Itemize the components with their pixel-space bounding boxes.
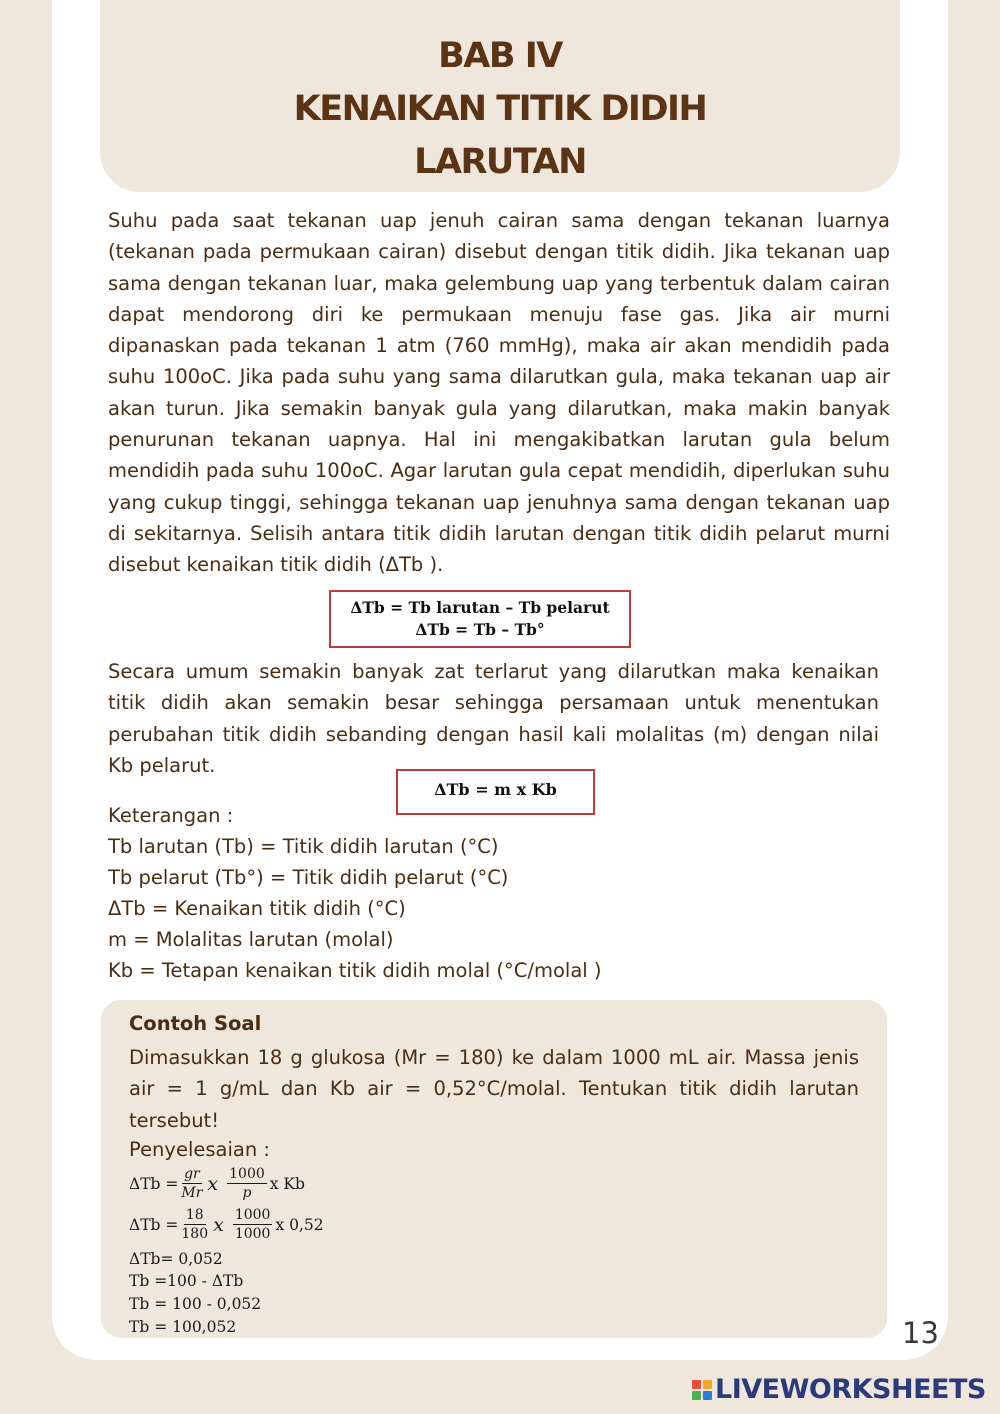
logo-text: LIVEWORKSHEETS — [715, 1374, 986, 1405]
chapter-title-line2: LARUTAN — [414, 142, 586, 182]
fraction-numerator: gr — [184, 1166, 200, 1182]
solution-step: Tb = 100 - 0,052 — [129, 1295, 262, 1313]
equation-tail: x Kb — [269, 1175, 305, 1193]
fraction-18-180 — [181, 1207, 208, 1243]
liveworksheets-logo-icon — [692, 1380, 712, 1400]
legend-title: Keterangan : — [108, 804, 234, 827]
page-number: 13 — [902, 1316, 939, 1350]
equation-substituted — [129, 1207, 324, 1243]
legend-item: Tb pelarut (Tb°) = Titik didih pelarut (°C) — [108, 866, 509, 889]
example-box — [101, 1000, 887, 1338]
chapter-number: BAB IV — [438, 36, 562, 76]
intro-paragraph: Suhu pada saat tekanan uap jenuh cairan sama dengan tekanan luarnya (tekanan pada permukaan cairan) disebut dengan titik didih. Jika tekanan uap sama dengan tekanan luar, maka gelembung uap yang terbentuk dalam cairan dapat mendorong diri ke permukaan menuju fase gas. Jika air murni dipanaskan pada tekanan 1 atm (760 mmHg), maka air akan mendidih pada suhu 100oC. Jika pada suhu yang sama dilarutkan gula, maka tekanan uap air akan turun. Jika semakin banyak gula yang dilarutkan, maka makin banyak penurunan tekanan uapnya. Hal ini mengakibatkan larutan gula belum mendidih pada suhu 100oC. Agar larutan gula cepat mendidih, diperlukan suhu yang cukup tinggi, sehingga tekanan uap jenuhnya sama dengan tekanan uap di sekitarnya. Selisih antara titik didih larutan dengan titik didih pelarut murni disebut kenaikan titik didih (ΔTb ). — [108, 209, 890, 577]
fraction-gr-mr — [181, 1166, 202, 1202]
solution-step: ΔTb= 0,052 — [129, 1250, 223, 1268]
legend-item: ΔTb = Kenaikan titik didih (°C) — [108, 897, 406, 920]
legend-item: m = Molalitas larutan (molal) — [108, 928, 394, 951]
equation-lhs: ΔTb = — [129, 1216, 179, 1234]
equation-tail: x 0,52 — [275, 1216, 324, 1234]
logo-square — [692, 1380, 701, 1389]
formula-line: ΔTb = Tb – Tb° — [415, 620, 545, 639]
multiply-symbol: x — [207, 1173, 219, 1195]
equation-general — [129, 1166, 305, 1202]
fraction-numerator: 18 — [185, 1207, 204, 1223]
formula-box-definition — [329, 590, 631, 648]
chapter-title-line1: KENAIKAN TITIK DIDIH — [293, 89, 707, 129]
chapter-header — [100, 0, 900, 192]
fraction-1000-p — [227, 1166, 267, 1202]
logo-square — [703, 1380, 712, 1389]
fraction-numerator: 1000 — [234, 1207, 271, 1223]
example-question: Dimasukkan 18 g glukosa (Mr = 180) ke dalam 1000 mL air. Massa jenis air = 1 g/mL dan Kb air = 0,52°C/molal. Tentukan titik didih larutan tersebut! — [129, 1046, 859, 1132]
solution-step: Tb =100 - ΔTb — [129, 1272, 244, 1290]
fraction-denominator: p — [242, 1185, 252, 1201]
formula-line: ΔTb = Tb larutan – Tb pelarut — [350, 598, 610, 617]
equation-lhs: ΔTb = — [129, 1175, 179, 1193]
fraction-1000-1000 — [233, 1207, 273, 1243]
chapter-title — [100, 0, 900, 189]
multiply-symbol: x — [213, 1214, 224, 1236]
fraction-denominator: 180 — [181, 1226, 209, 1242]
fraction-numerator: 1000 — [229, 1166, 265, 1182]
solution-result: Tb = 100,052 — [129, 1318, 237, 1336]
molality-paragraph: Secara umum semakin banyak zat terlarut yang dilarutkan maka kenaikan titik didih akan semakin besar sehingga persamaan untuk menentukan perubahan titik didih sebanding dengan hasil kali molalitas (m) dengan nilai Kb pelarut. — [108, 660, 879, 777]
logo-square — [692, 1391, 701, 1400]
formula-box-molality: ΔTb = m x Kb — [396, 769, 595, 815]
logo-square — [703, 1391, 712, 1400]
liveworksheets-logo[interactable] — [692, 1374, 986, 1405]
fraction-denominator: 1000 — [234, 1226, 271, 1242]
solution-label: Penyelesaian : — [129, 1138, 270, 1161]
legend-item: Tb larutan (Tb) = Titik didih larutan (°C) — [108, 835, 499, 858]
example-title: Contoh Soal — [129, 1012, 262, 1035]
legend-list — [108, 800, 602, 986]
fraction-denominator: Mr — [181, 1185, 203, 1201]
legend-item: Kb = Tetapan kenaikan titik didih molal (°C/molal ) — [108, 959, 602, 982]
